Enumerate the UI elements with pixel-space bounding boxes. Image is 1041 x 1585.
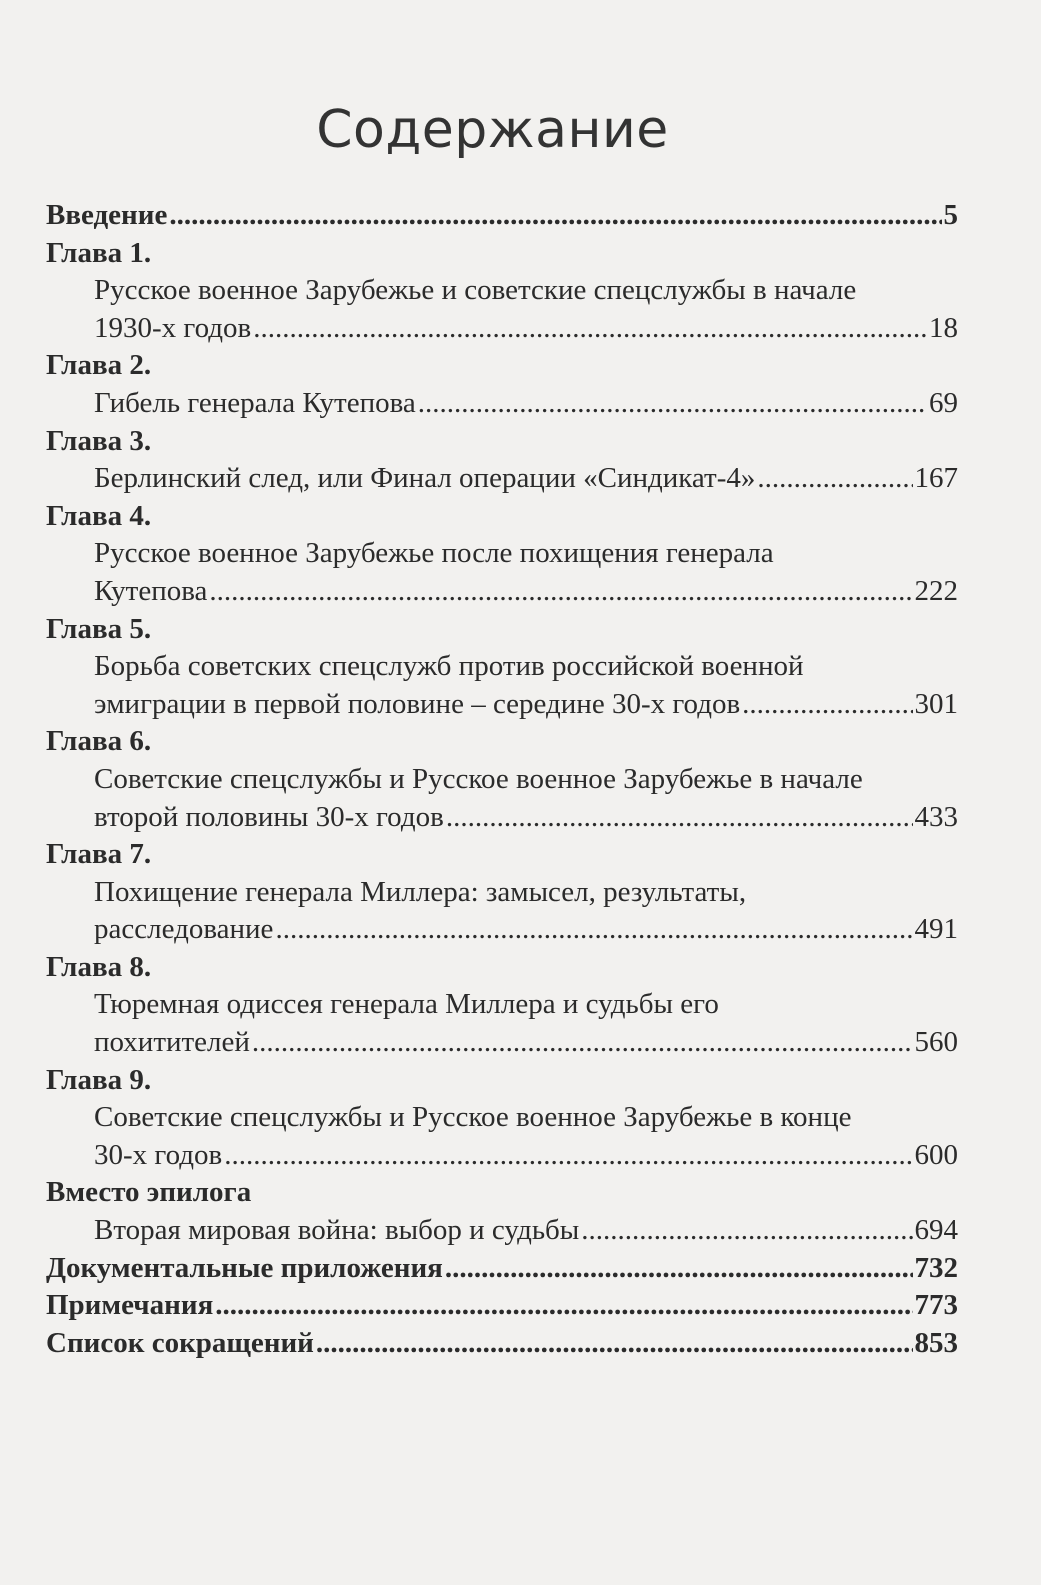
- toc-entry-ch6-line2[interactable]: [46, 799, 958, 837]
- dot-leader: [169, 197, 941, 235]
- table-of-contents: [46, 197, 958, 1362]
- toc-entry-appendix[interactable]: [46, 1250, 958, 1288]
- dot-leader: [253, 310, 927, 348]
- chapter-label: Глава 2.: [46, 349, 152, 382]
- dot-leader: [275, 911, 912, 949]
- chapter-title: Кутепова: [94, 574, 208, 607]
- toc-entry-ch9-line2[interactable]: [46, 1137, 958, 1175]
- toc-page-number: 773: [914, 1289, 958, 1322]
- chapter-heading-2: [46, 347, 958, 385]
- toc-entry-ch9-line1[interactable]: [46, 1099, 958, 1137]
- dot-leader: [215, 1287, 912, 1325]
- dot-leader: [209, 573, 912, 611]
- chapter-label: Глава 5.: [46, 612, 152, 645]
- chapter-label: Глава 6.: [46, 725, 152, 758]
- chapter-title: Гибель генерала Кутепова: [94, 386, 416, 419]
- toc-page-number: 18: [929, 311, 958, 344]
- toc-entry-ch3[interactable]: [46, 460, 958, 498]
- chapter-title: Тюремная одиссея генерала Миллера и судьбы его: [94, 988, 719, 1021]
- toc-page-number: 222: [914, 574, 958, 607]
- toc-entry-ch1-line1[interactable]: [46, 272, 958, 310]
- chapter-heading-6: [46, 723, 958, 761]
- section-label: Вместо эпилога: [46, 1176, 252, 1209]
- toc-entry-ch8-line2[interactable]: [46, 1024, 958, 1062]
- chapter-title: Борьба советских спецслужб против российской военной: [94, 650, 804, 683]
- toc-entry-ch5-line2[interactable]: [46, 686, 958, 724]
- chapter-heading-5: [46, 611, 958, 649]
- toc-entry-ch5-line1[interactable]: [46, 648, 958, 686]
- toc-page-number: 600: [914, 1138, 958, 1171]
- dot-leader: [316, 1325, 913, 1363]
- chapter-title: второй половины 30-х годов: [94, 800, 444, 833]
- dot-leader: [581, 1212, 912, 1250]
- page-title: Содержание: [316, 100, 669, 160]
- toc-page-number: 694: [914, 1214, 958, 1247]
- chapter-heading-3: [46, 423, 958, 461]
- chapter-title: Русское военное Зарубежье и советские спецслужбы в начале: [94, 274, 857, 307]
- chapter-title: Похищение генерала Миллера: замысел, результаты,: [94, 875, 747, 908]
- toc-entry-ch4-line2[interactable]: [46, 573, 958, 611]
- chapter-heading-1: [46, 235, 958, 273]
- dot-leader: [757, 460, 912, 498]
- chapter-title: Советские спецслужбы и Русское военное Зарубежье в начале: [94, 762, 863, 795]
- toc-entry-ch2[interactable]: [46, 385, 958, 423]
- toc-entry-intro[interactable]: [46, 197, 958, 235]
- toc-entry-ch7-line1[interactable]: [46, 874, 958, 912]
- chapter-label: Глава 3.: [46, 424, 152, 457]
- chapter-title: расследование: [94, 913, 274, 946]
- chapter-label: Глава 1.: [46, 236, 152, 269]
- chapter-title: эмиграции в первой половине – середине 30-х годов: [94, 687, 741, 720]
- chapter-title: Советские спецслужбы и Русское военное Зарубежье в конце: [94, 1101, 852, 1134]
- toc-entry-ch8-line1[interactable]: [46, 986, 958, 1024]
- dot-leader: [445, 1250, 913, 1288]
- chapter-title: 30-х годов: [94, 1138, 223, 1171]
- chapter-label: Глава 4.: [46, 499, 152, 532]
- epilogue-heading: [46, 1174, 958, 1212]
- toc-page-number: 301: [914, 687, 958, 720]
- chapter-title: Берлинский след, или Финал операции «Синдикат-4»: [94, 462, 756, 495]
- toc-entry-abbreviations[interactable]: [46, 1325, 958, 1363]
- toc-page-number: 853: [914, 1326, 958, 1359]
- toc-page-number: 5: [943, 199, 958, 231]
- toc-page-number: 433: [914, 800, 958, 833]
- chapter-heading-8: [46, 949, 958, 987]
- toc-entry-label: Документальные приложения: [46, 1251, 443, 1284]
- toc-entry-ch1-line2[interactable]: [46, 310, 958, 348]
- toc-page-number: 167: [914, 462, 958, 495]
- dot-leader: [446, 799, 913, 837]
- toc-entry-label: Список сокращений: [46, 1326, 314, 1359]
- toc-entry-label: Введение: [46, 199, 168, 231]
- toc-entry-label: Примечания: [46, 1289, 214, 1322]
- toc-page-number: 69: [929, 386, 958, 419]
- toc-entry-epilogue[interactable]: [46, 1212, 958, 1250]
- chapter-heading-9: [46, 1062, 958, 1100]
- toc-entry-notes[interactable]: [46, 1287, 958, 1325]
- chapter-heading-7: [46, 836, 958, 874]
- chapter-label: Глава 8.: [46, 950, 152, 983]
- section-title: Вторая мировая война: выбор и судьбы: [94, 1214, 580, 1247]
- toc-entry-ch6-line1[interactable]: [46, 761, 958, 799]
- toc-entry-ch7-line2[interactable]: [46, 911, 958, 949]
- chapter-title: Русское военное Зарубежье после похищения генерала: [94, 537, 774, 570]
- dot-leader: [252, 1024, 913, 1062]
- chapter-label: Глава 7.: [46, 838, 152, 871]
- dot-leader: [742, 686, 912, 724]
- toc-page-number: 560: [914, 1026, 958, 1059]
- toc-entry-ch4-line1[interactable]: [46, 535, 958, 573]
- chapter-title: 1930-х годов: [94, 311, 252, 344]
- chapter-title: похитителей: [94, 1026, 250, 1059]
- dot-leader: [418, 385, 927, 423]
- chapter-label: Глава 9.: [46, 1063, 152, 1096]
- dot-leader: [224, 1137, 912, 1175]
- toc-page-number: 732: [914, 1251, 958, 1284]
- toc-page-number: 491: [914, 913, 958, 946]
- chapter-heading-4: [46, 498, 958, 536]
